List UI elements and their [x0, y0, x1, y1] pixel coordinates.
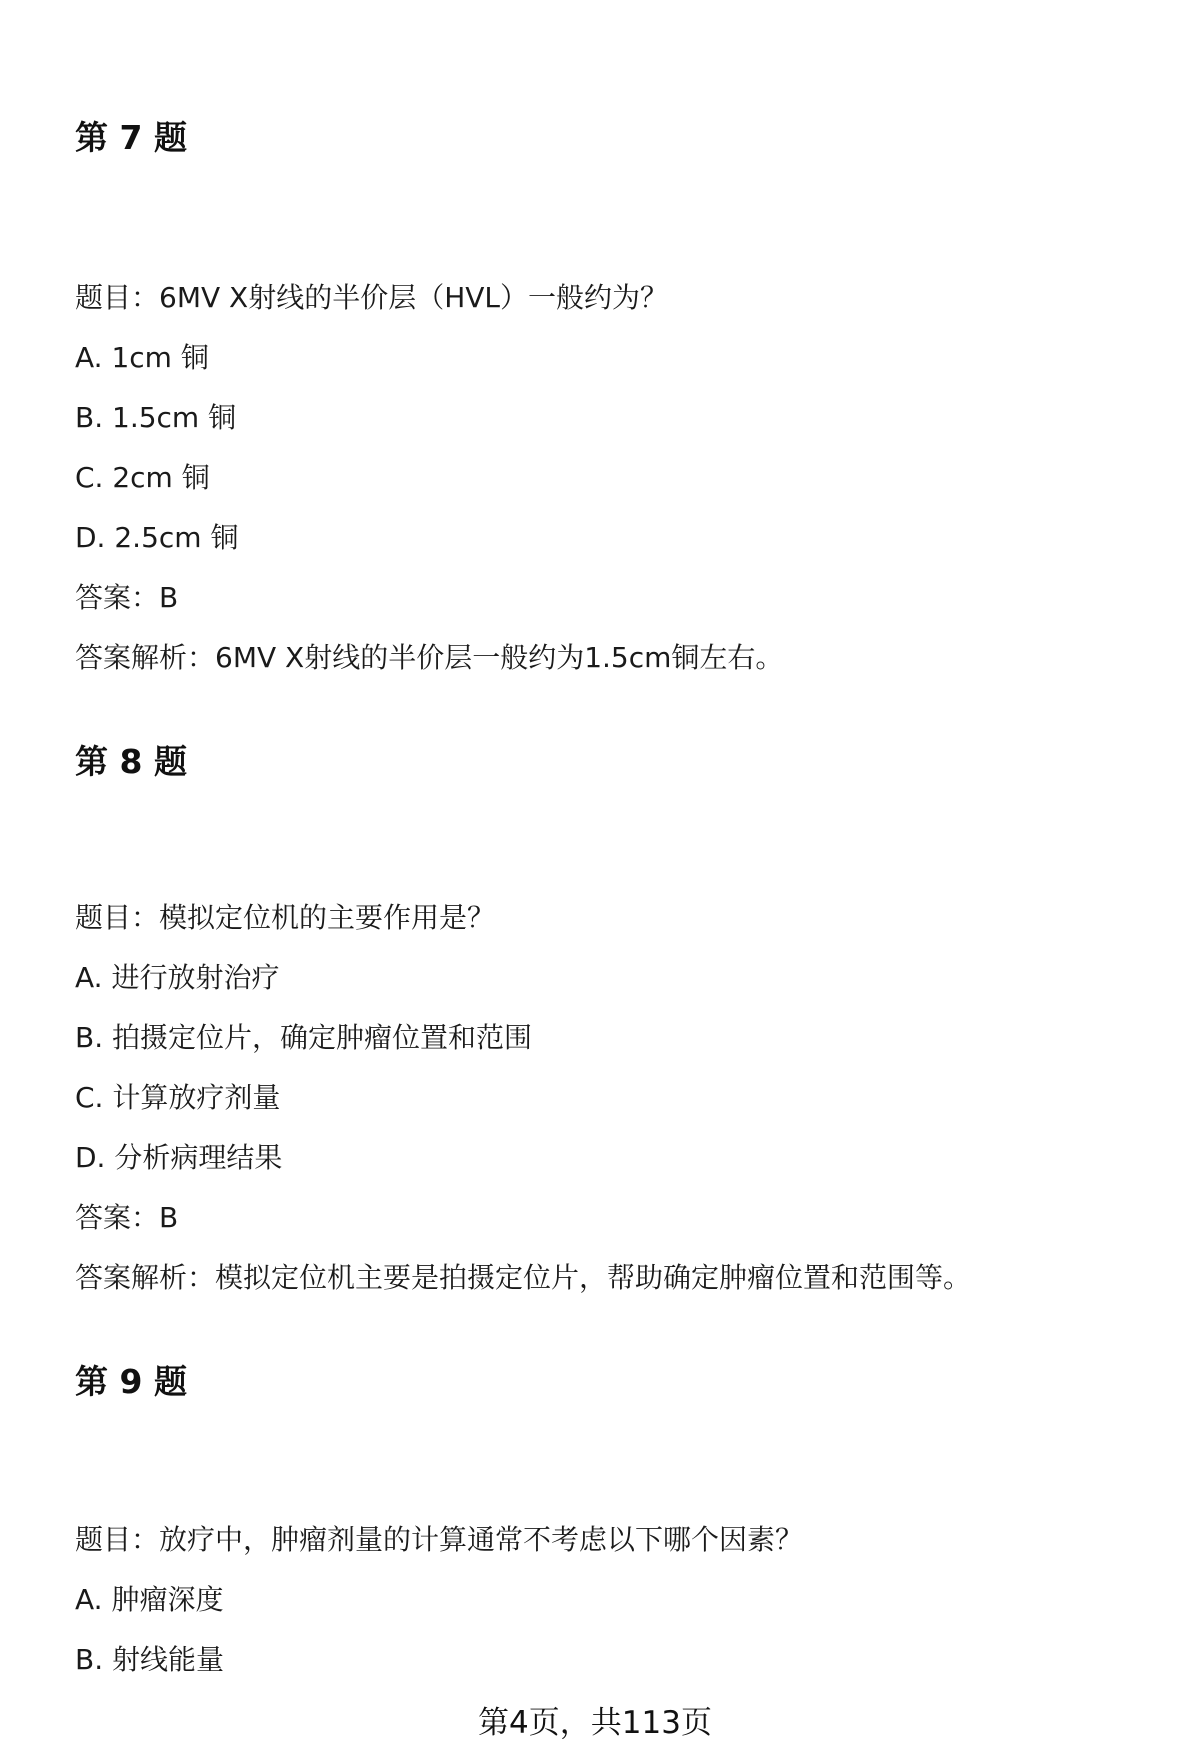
question-9-heading: 第 9 题: [75, 1362, 187, 1401]
question-7-option-d: D. 2.5cm 铜: [75, 521, 239, 554]
page-number-footer: 第4页，共113页: [478, 1705, 712, 1741]
question-9-option-a: A. 肿瘤深度: [75, 1583, 224, 1616]
question-8-stem: 题目：模拟定位机的主要作用是？: [75, 901, 496, 934]
question-8-option-b: B. 拍摄定位片，确定肿瘤位置和范围: [75, 1021, 533, 1054]
question-7-explanation: 答案解析：6MV X射线的半价层一般约为1.5cm铜左右。: [75, 641, 784, 674]
question-7-answer: 答案：B: [75, 581, 179, 614]
question-8-explanation: 答案解析：模拟定位机主要是拍摄定位片，帮助确定肿瘤位置和范围等。: [75, 1261, 972, 1294]
question-9-stem: 题目：放疗中，肿瘤剂量的计算通常不考虑以下哪个因素？: [75, 1523, 804, 1556]
question-8-option-a: A. 进行放射治疗: [75, 961, 280, 994]
question-8-heading: 第 8 题: [75, 742, 187, 781]
question-7-stem: 题目：6MV X射线的半价层（HVL）一般约为？: [75, 281, 669, 314]
question-8-answer: 答案：B: [75, 1201, 179, 1234]
question-8-option-d: D. 分析病理结果: [75, 1141, 283, 1174]
question-7-option-a: A. 1cm 铜: [75, 341, 209, 374]
question-7-heading: 第 7 题: [75, 118, 187, 157]
question-8-option-c: C. 计算放疗剂量: [75, 1081, 281, 1114]
question-7-option-c: C. 2cm 铜: [75, 461, 210, 494]
question-7-option-b: B. 1.5cm 铜: [75, 401, 237, 434]
question-9-option-b: B. 射线能量: [75, 1643, 225, 1676]
